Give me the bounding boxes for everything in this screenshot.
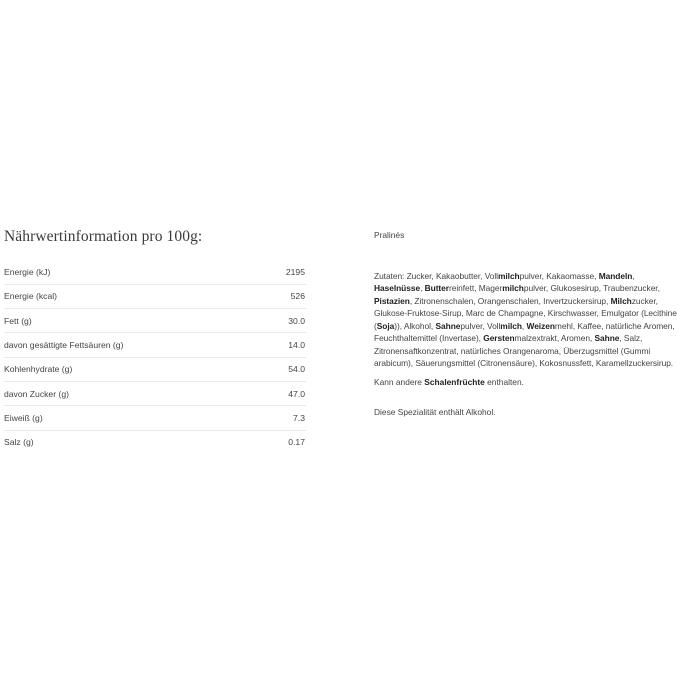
- ingredient-text: mehl, Kaffee, natürliche Aromen, Feuchthaltemittel (Invertase),: [374, 320, 675, 343]
- ingredient-text: Zutaten: Zucker, Kakaobutter, Voll: [374, 270, 498, 281]
- nutrient-value: 2195: [262, 260, 306, 284]
- ingredient-text: ,: [521, 320, 527, 331]
- nutrition-info-section: [4, 228, 306, 454]
- ingredients-section: [374, 229, 678, 419]
- allergen-note-bold: Schalenfrüchte: [424, 376, 485, 387]
- allergen-highlight: Butter: [424, 283, 449, 293]
- alcohol-note: Diese Spezialität enthält Alkohol.: [374, 407, 496, 417]
- nutrient-value: 526: [262, 284, 306, 308]
- table-row: [4, 430, 306, 454]
- allergen-note: [374, 376, 678, 389]
- ingredient-text: pulver, Voll: [460, 320, 501, 331]
- allergen-note-after: enthalten.: [484, 376, 524, 387]
- ingredient-text: ,: [420, 283, 425, 293]
- allergen-highlight: milch: [500, 320, 522, 331]
- nutrient-label: davon gesättigte Fettsäuren (g): [4, 333, 262, 357]
- table-row: [4, 357, 306, 381]
- nutrition-table: [4, 260, 306, 454]
- nutrient-label: Fett (g): [4, 309, 262, 333]
- nutrient-value: 47.0: [262, 381, 306, 405]
- allergen-highlight: Milch: [610, 295, 632, 306]
- ingredient-text: , Zitronenschalen, Orangenschalen, Invertzuckersirup,: [409, 295, 611, 306]
- allergen-highlight: Gersten: [483, 333, 515, 343]
- nutrient-value: 30.0: [262, 309, 306, 333]
- allergen-highlight: Mandeln: [598, 270, 633, 281]
- table-row: [4, 381, 306, 405]
- nutrient-value: 14.0: [262, 333, 306, 357]
- allergen-highlight: Sahne: [594, 333, 620, 343]
- allergen-highlight: Soja: [376, 320, 395, 331]
- nutrient-value: 54.0: [262, 357, 306, 381]
- table-row: [4, 406, 306, 430]
- ingredient-text: ,: [632, 270, 635, 281]
- ingredient-text: pulver, Kakaomasse,: [519, 270, 599, 281]
- allergen-highlight: milch: [502, 283, 524, 293]
- nutrient-label: Energie (kcal): [4, 284, 262, 308]
- allergen-highlight: Weizen: [526, 320, 555, 331]
- nutrient-label: davon Zucker (g): [4, 381, 262, 405]
- allergen-highlight: Pistazien: [374, 295, 410, 306]
- nutrient-label: Energie (kJ): [4, 260, 262, 284]
- nutrient-label: Eiweiß (g): [4, 406, 262, 430]
- nutrient-value: 0.17: [288, 437, 305, 448]
- table-row: [4, 260, 306, 284]
- nutrition-title: Nährwertinformation pro 100g:: [4, 228, 203, 245]
- allergen-highlight: Sahne: [435, 320, 461, 331]
- ingredient-text: pulver, Glukosesirup, Traubenzucker,: [523, 283, 660, 293]
- ingredient-text: )), Alkohol,: [394, 320, 436, 331]
- nutrient-label: Kohlenhydrate (g): [4, 357, 262, 381]
- table-row: [4, 284, 306, 308]
- nutrient-value: 7.3: [262, 406, 306, 430]
- ingredient-text: reinfett, Mager: [448, 283, 503, 293]
- allergen-highlight: milch: [498, 270, 520, 281]
- ingredient-text: zucker, Glukose-Fruktose-Sirup, Marc de Champagne, Kirschwasser, Emulgator (Lecithine (: [374, 295, 677, 331]
- ingredient-text: , Salz, Zitronensaftkonzentrat, natürliches Orangenaroma, Überzugsmittel (Gummi arabicum), Säuerungsmittel (Citronensäure), Kokosnussfett, Karamellzuckersirup.: [374, 333, 674, 368]
- ingredients-list: [374, 270, 678, 370]
- ingredient-text: malzextrakt, Aromen,: [514, 333, 595, 343]
- product-name: Pralinés: [374, 230, 405, 240]
- allergen-note-before: Kann andere: [374, 376, 425, 387]
- allergen-highlight: Haselnüsse: [374, 283, 421, 293]
- table-row: [4, 309, 306, 333]
- table-row: [4, 333, 306, 357]
- nutrient-label: Salz (g): [4, 437, 34, 448]
